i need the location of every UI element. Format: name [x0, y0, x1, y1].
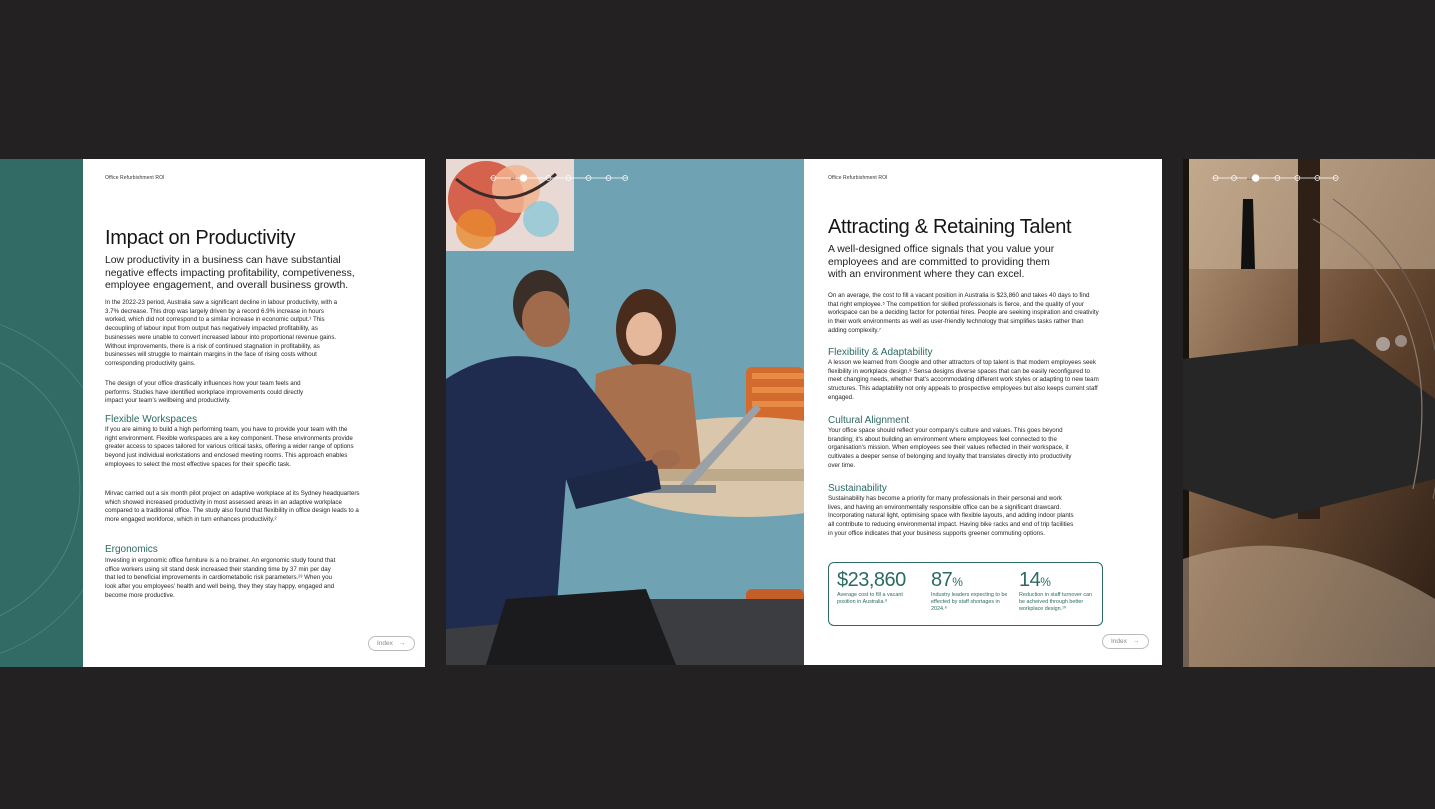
stat-value: $23,860: [837, 569, 906, 591]
body-paragraph: On an average, the cost to fill a vacant position in Australia is $23,860 and takes 40 days to find that right employee.⁵ The competition for skilled professionals is fierce, and the quality of your workspace can be a deciding factor for potential hires. People are seeking inspiration and creativity in their work environments as well as user-friendly technology that simplifies tasks rather than adding complexity.⁷: [828, 292, 1099, 334]
subheading-sustainability: Sustainability: [828, 483, 887, 494]
lead-paragraph: A well-designed office signals that you value your employees and are committed to providing them with an environment where they can excel.: [828, 244, 1055, 281]
subheading-flexibility-adaptability: Flexibility & Adaptability: [828, 347, 933, 358]
decorative-arc-graphic: [0, 159, 83, 667]
body-paragraph: Mirvac carried out a six month pilot project on adaptive workplace at its Sydney headquarters which showed increased productivity in most assessed areas in an adaptive workplace compared to a traditional office. The study also found that flexibility in office design leads to a more engaged workforce, which in turn enhances productivity.²: [105, 490, 360, 524]
body-paragraph: Investing in ergonomic office furniture is a no brainer. An ergonomic study found that office workers using sit stand desk increased their standing time by 37 min per day that led to beneficial improvements in cardiometabolic risk parameters.²³ When you look after you employees' health and well being, they they stay happy, engaged and become more productive.: [105, 557, 336, 599]
photo-office-lobby: [1183, 159, 1435, 667]
index-button[interactable]: [1102, 634, 1149, 649]
body-paragraph: The design of your office drastically influences how your team feels and performs. Studies have identified workplace improvements could directly impact your team's wellbeing and productivity.: [105, 380, 304, 405]
stat-value: 87%: [931, 569, 963, 591]
page-impact-on-productivity: [83, 159, 425, 667]
stat-caption: Reduction in staff turnover can be acheived through better workplace design.¹⁰: [1019, 592, 1093, 612]
teal-edge-panel: [0, 159, 83, 667]
subheading-flexible-workspaces: Flexible Workspaces: [105, 414, 198, 425]
body-paragraph: If you are aiming to build a high performing team, you have to provide your team with the right environment. Flexible workspaces are a key component. These environments provide greater access to spaces tailored for various critical tasks, offering a wider range of options beyond just individual workstations and enclosed meeting rooms. This approach enables employees to select the most effective spaces for their specific task.: [105, 426, 354, 468]
page-title: Attracting & Retaining Talent: [828, 216, 1072, 238]
index-button[interactable]: [368, 636, 415, 651]
stat-value: 14%: [1019, 569, 1051, 591]
running-head: Office Refurbishment ROI: [828, 175, 888, 181]
arrow-right-icon: →: [1132, 638, 1140, 645]
index-label: Index: [377, 640, 393, 647]
arrow-right-icon: →: [398, 640, 406, 647]
body-paragraph: Your office space should reflect your company's culture and values. This goes beyond branding; it's about building an environment where employees feel connected to the organisation's mission. When employees see their values reflected in their workspace, it cultivates a deeper sense of belonging and loyalty that translates directly into productivity over time.: [828, 427, 1072, 469]
section-timeline[interactable]: [1199, 173, 1359, 183]
meeting-photo-illustration: [446, 159, 804, 665]
subheading-cultural-alignment: Cultural Alignment: [828, 415, 910, 426]
body-paragraph: In the 2022-23 period, Australia saw a significant decline in labour productivity, with a 3.7% decrease. This drop was largely driven by a record 6.9% increase in hours worked, which did not correspond to a similar increase in economic output.¹ This decoupling of labour input from output has negatively impacted profitability, as businesses were unable to convert increased labour into proportional revenue gains. Without improvements, there is a risk of continued stagnation in profitability, as businesses will struggle to maintain margins in the face of rising costs without corresponding productivity gains.: [105, 299, 338, 367]
body-paragraph: Sustainability has become a priority for many professionals in their personal and work lives, and having an environmentally responsible office can be a significant drawcard. Incorporating natural light, optimising space with flexible layouts, and adding indoor plants all contribute to reducing environmental impact. Having bike racks and end of trip facilities in your office indicates that your business supports greener commuting options.: [828, 495, 1074, 537]
timeline-active-marker: 03: [1247, 176, 1252, 181]
photo-office-meeting: [446, 159, 804, 665]
body-paragraph: A lesson we learned from Google and other attractors of top talent is that modern employees seek flexibility in workplace design.⁸ Sensa designs diverse spaces that can be easily reconfigured to meet changing needs, whether that's accommodating different work styles or adapting to new team structures. This adaptability not only appeals to prospective employees but also keeps current staff engaged.: [828, 359, 1099, 401]
index-label: Index: [1111, 638, 1127, 645]
stat-caption: Industry leaders expecting to be effected by staff shortages in 2024.⁸: [931, 592, 1008, 612]
subheading-ergonomics: Ergonomics: [105, 544, 158, 555]
stats-callout-box: [828, 562, 1103, 626]
running-head: Office Refurbishment ROI: [105, 175, 165, 181]
stat-caption: Average cost to fill a vacant position in Australia.⁸: [837, 592, 903, 605]
section-timeline[interactable]: [476, 173, 646, 183]
page-title: Impact on Productivity: [105, 227, 296, 249]
timeline-active-marker: 02: [511, 176, 516, 181]
page-attracting-retaining-talent: [804, 159, 1162, 665]
lead-paragraph: Low productivity in a business can have substantial negative effects impacting profitability, competiveness, employee engagement, and overall business growth.: [105, 255, 355, 292]
lobby-photo-illustration: [1183, 159, 1435, 667]
